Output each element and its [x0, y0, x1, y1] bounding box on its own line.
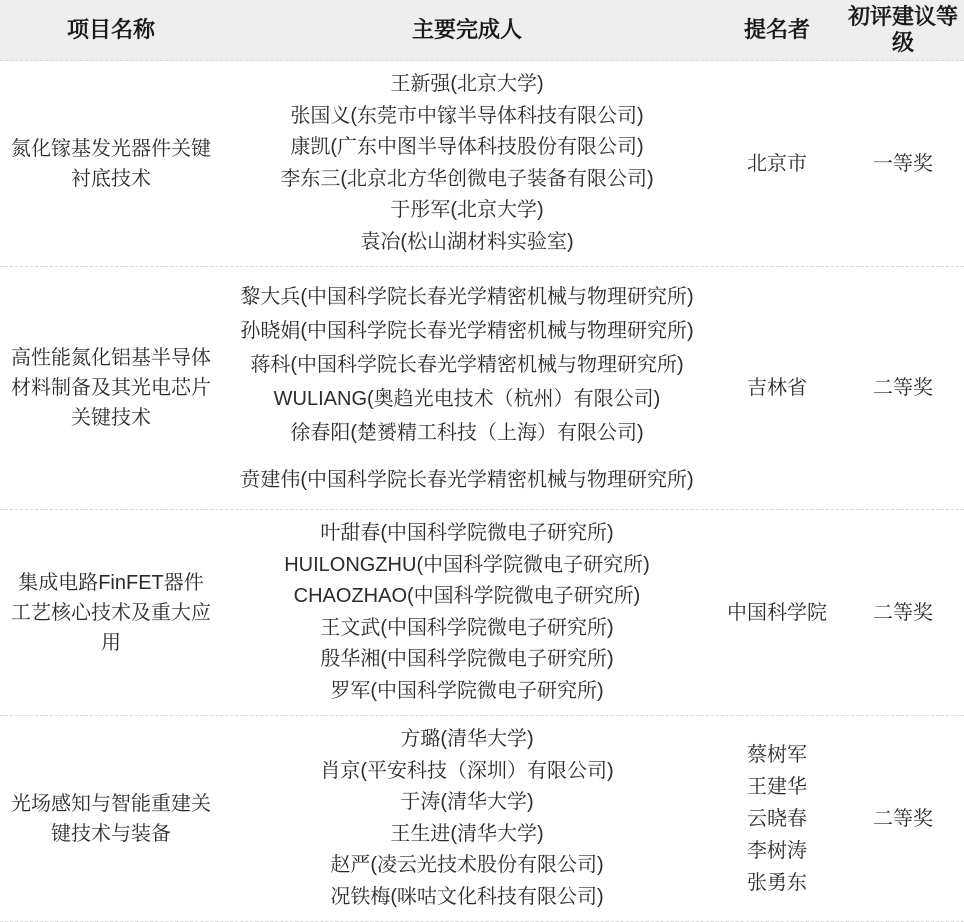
column-header-nominator	[712, 0, 842, 60]
column-header-nominator-label: 提名者	[743, 17, 810, 42]
contributor-entry: 孙晓娟(中国科学院长春光学精密机械与物理研究所)	[240, 319, 694, 342]
column-header-contributors	[222, 0, 712, 60]
contributor-entry: 王新强(北京大学)	[390, 73, 544, 95]
contributors-cell	[222, 61, 712, 266]
column-header-contributors-label: 主要完成人	[411, 17, 522, 42]
contributors-cell	[222, 716, 712, 921]
table-row	[0, 510, 964, 716]
project-name-cell	[0, 716, 222, 921]
nominator-entry: 蔡树军	[747, 743, 807, 766]
nominator-entry: 张勇东	[747, 871, 807, 894]
grade-value: 二等奖	[873, 807, 933, 830]
table-body	[0, 61, 964, 922]
contributor-entry: 于彤军(北京大学)	[390, 199, 544, 221]
contributor-entry: 王文武(中国科学院微电子研究所)	[320, 616, 614, 639]
contributor-entry: 于涛(清华大学)	[400, 791, 534, 813]
contributor-entry: 康凯(广东中图半导体科技股份有限公司)	[290, 136, 644, 158]
column-header-grade	[842, 0, 964, 60]
contributor-entry: 方璐(清华大学)	[400, 728, 534, 750]
contributor-entry: 蒋科(中国科学院长春光学精密机械与物理研究所)	[250, 353, 684, 376]
nominator-entry: 中国科学院	[727, 601, 827, 624]
table-row	[0, 716, 964, 922]
project-name: 氮化镓基发光器件关键衬底技术	[11, 137, 211, 190]
grade-value: 一等奖	[873, 152, 933, 175]
contributor-entry: HUILONGZHU(中国科学院微电子研究所)	[284, 553, 650, 576]
contributor-entry: 罗军(中国科学院微电子研究所)	[330, 679, 604, 702]
contributor-entry: 张国义(东莞市中镓半导体科技有限公司)	[290, 104, 644, 127]
column-header-project	[0, 0, 222, 60]
contributor-entry: 徐春阳(楚赟精工科技（上海）有限公司)	[290, 421, 644, 444]
contributors-cell	[222, 510, 712, 715]
project-name-cell	[0, 510, 222, 715]
project-name-cell	[0, 61, 222, 266]
nominator-entry: 北京市	[747, 152, 807, 175]
grade-cell	[842, 716, 964, 921]
grade-cell	[842, 61, 964, 266]
grade-value: 二等奖	[873, 377, 933, 399]
nominator-entry: 云晓春	[747, 807, 807, 830]
contributor-entry: 况铁梅(咪咕文化科技有限公司)	[330, 885, 604, 908]
contributor-entry: 叶甜春(中国科学院微电子研究所)	[320, 522, 614, 544]
table-row	[0, 61, 964, 267]
contributor-entry: 李东三(北京北方华创微电子装备有限公司)	[280, 167, 654, 190]
project-name-cell	[0, 267, 222, 509]
table-header-row	[0, 0, 964, 61]
contributor-entry: 殷华湘(中国科学院微电子研究所)	[320, 648, 614, 670]
nominator-cell	[712, 510, 842, 715]
contributor-entry: CHAOZHAO(中国科学院微电子研究所)	[293, 585, 641, 607]
contributor-entry: 赵严(凌云光技术股份有限公司)	[330, 854, 604, 876]
nominator-entry: 吉林省	[747, 377, 807, 399]
column-header-grade-label: 初评建议等级	[847, 4, 958, 55]
nominator-entry: 李树涛	[747, 839, 807, 862]
nominator-cell	[712, 267, 842, 509]
project-name: 光场感知与智能重建关键技术与装备	[11, 792, 211, 845]
table-row	[0, 267, 964, 510]
contributor-entry: 肖京(平安科技（深圳）有限公司)	[320, 759, 614, 782]
column-header-project-label: 项目名称	[66, 17, 155, 42]
contributors-cell	[222, 267, 712, 509]
contributor-entry: WULIANG(奥趋光电技术（杭州）有限公司)	[273, 387, 661, 410]
contributor-entry: 袁冶(松山湖材料实验室)	[360, 230, 574, 253]
contributor-entry: 黎大兵(中国科学院长春光学精密机械与物理研究所)	[240, 285, 694, 308]
project-name: 高性能氮化铝基半导体材料制备及其光电芯片关键技术	[11, 347, 211, 429]
contributor-entry: 贲建伟(中国科学院长春光学精密机械与物理研究所)	[240, 468, 694, 491]
grade-value: 二等奖	[873, 601, 933, 624]
nominator-entry: 王建华	[747, 775, 807, 798]
grade-cell	[842, 510, 964, 715]
project-name: 集成电路FinFET器件工艺核心技术及重大应用	[11, 571, 211, 654]
nominator-cell	[712, 716, 842, 921]
contributor-entry: 王生进(清华大学)	[390, 822, 544, 845]
nominator-cell	[712, 61, 842, 266]
grade-cell	[842, 267, 964, 509]
